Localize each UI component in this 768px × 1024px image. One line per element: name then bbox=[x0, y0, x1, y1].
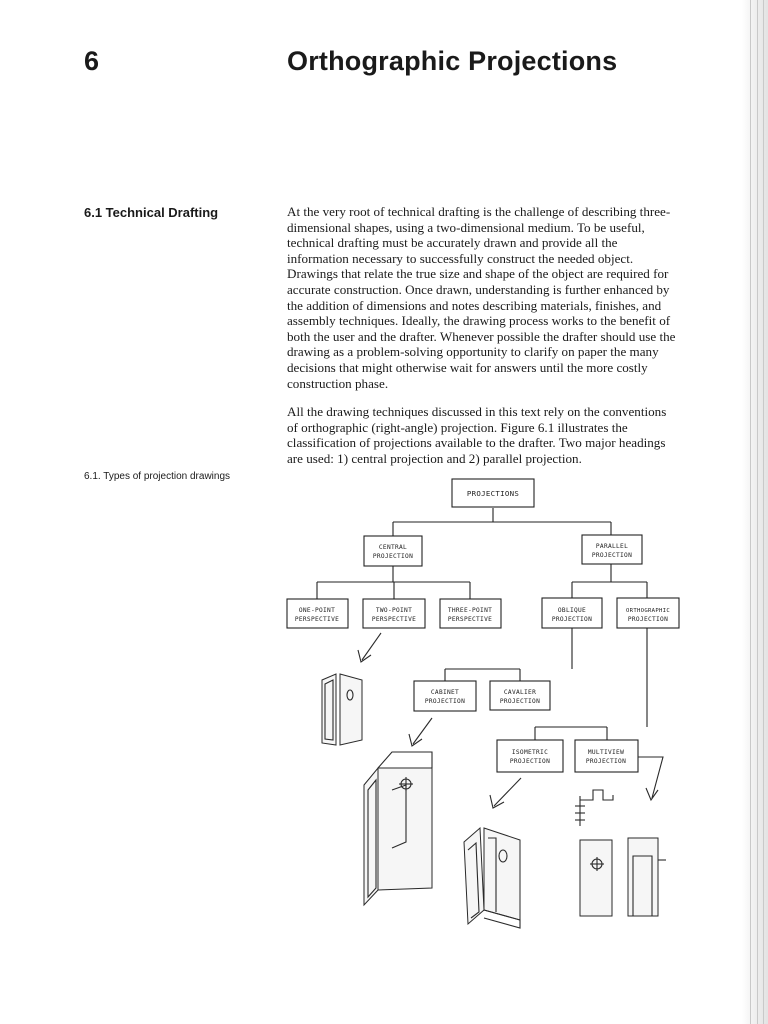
label-central-2: PROJECTION bbox=[372, 553, 414, 560]
label-central-1: CENTRAL bbox=[378, 544, 408, 551]
label-one-point-1: ONE-POINT bbox=[298, 607, 336, 614]
one-point-door-sketch bbox=[322, 674, 362, 745]
isometric-door-sketch bbox=[464, 828, 520, 928]
figure-caption: 6.1. Types of projection drawings bbox=[84, 471, 231, 482]
section-heading: 6.1 Technical Drafting bbox=[84, 205, 219, 220]
label-cabinet-2: PROJECTION bbox=[424, 698, 466, 705]
label-orthographic-2: PROJECTION bbox=[627, 616, 669, 623]
chapter-title: Orthographic Projections bbox=[287, 46, 618, 76]
label-cabinet-1: CABINET bbox=[430, 689, 460, 696]
label-cavalier-2: PROJECTION bbox=[499, 698, 541, 705]
label-parallel-1: PARALLEL bbox=[595, 543, 629, 550]
label-cavalier-1: CAVALIER bbox=[503, 689, 537, 696]
arrow-cabinet-sketch bbox=[413, 718, 432, 744]
label-oblique-2: PROJECTION bbox=[551, 616, 593, 623]
multiview-front-sketch bbox=[580, 840, 612, 916]
label-isometric-1: ISOMETRIC bbox=[511, 749, 549, 756]
cabinet-door-sketch bbox=[364, 752, 432, 905]
label-isometric-2: PROJECTION bbox=[509, 758, 551, 765]
node-cabinet bbox=[414, 681, 476, 711]
arrow-isometric-sketch bbox=[494, 778, 521, 806]
arrow-one-point-sketch bbox=[362, 633, 381, 660]
label-orthographic-1: ORTHOGRAPHIC bbox=[625, 608, 671, 614]
label-two-point-1: TWO-POINT bbox=[375, 607, 413, 614]
label-three-point-1: THREE-POINT bbox=[447, 607, 493, 614]
multiview-plan-sketch bbox=[575, 790, 613, 826]
label-multiview-1: MULTIVIEW bbox=[587, 749, 625, 756]
arrow-multiview-sketch bbox=[638, 757, 663, 798]
node-central-projection bbox=[364, 536, 422, 566]
multiview-side-sketch bbox=[628, 838, 666, 916]
label-multiview-2: PROJECTION bbox=[585, 758, 627, 765]
body-paragraph-1: At the very root of technical drafting is the challenge of describing three-dimensional shapes, using a two-dimensional medium. To be useful, technical drafting must be accurately drawn and provide all the information necessary to successfully construct the needed object. Drawings that relate the true size and shape of the object are required for accurate construction. Once drawn, understanding is further enhanced by the addition of dimensions and notes describing materials, finishes, and assembly techniques. Ideally, the drawing process works to the benefit of both the user and the drafter. Whenever possible the drafter should use the drawing as a problem-solving opportunity to clarify on paper the many decisions that might otherwise wait for answers until the more costly construction phase. bbox=[287, 204, 676, 391]
label-projections: PROJECTIONS bbox=[466, 489, 520, 498]
chapter-number: 6 bbox=[84, 46, 100, 76]
label-parallel-2: PROJECTION bbox=[591, 552, 633, 559]
label-three-point-2: PERSPECTIVE bbox=[447, 616, 493, 623]
body-paragraph-2: All the drawing techniques discussed in this text rely on the conventions of orthographic (right-angle) projection. Figure 6.1 illustrates the classification of projections available to the drafter. Two major headings are used: 1) central projection and 2) parallel projection. bbox=[287, 404, 667, 466]
label-two-point-2: PERSPECTIVE bbox=[371, 616, 417, 623]
label-one-point-2: PERSPECTIVE bbox=[294, 616, 340, 623]
node-isometric bbox=[497, 740, 563, 772]
node-multiview bbox=[575, 740, 638, 772]
label-oblique-1: OBLIQUE bbox=[557, 607, 587, 614]
